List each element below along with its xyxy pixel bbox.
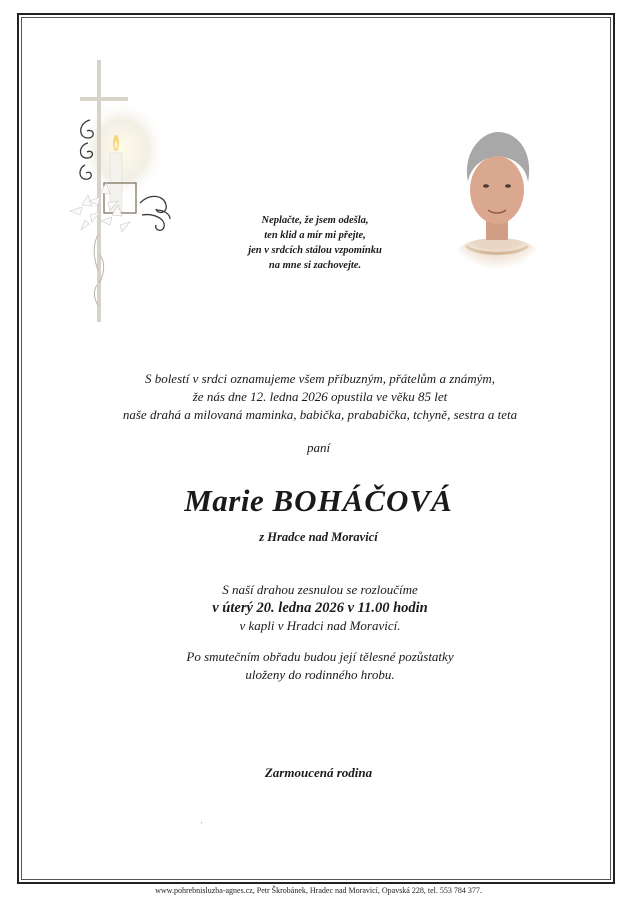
announcement-line: S bolestí v srdci oznamujeme všem příbuzným, přátelům a známým, [144, 371, 496, 386]
signature: Zarmoucená rodina [264, 765, 373, 780]
portrait-photo [438, 118, 556, 270]
funeral-service-footer: www.pohrebnisluzba-agnes.cz, Petr Škrobánek, Hradec nad Moravicí, Opavská 228, tel. 553 784 377. [155, 886, 482, 895]
announcement-line: naše drahá a milovaná maminka, babička, prababička, tchyně, sestra a teta [122, 407, 518, 422]
verse-line: Neplačte, že jsem odešla, [261, 215, 369, 226]
memorial-verse [200, 213, 430, 273]
first-name: Marie [184, 483, 265, 518]
burial-line: Po smutečním obřadu budou její tělesné pozůstatky [186, 649, 454, 664]
ceremony-datetime: v úterý 20. ledna 2026 v 11.00 hodin [212, 600, 428, 616]
burial-info [120, 648, 520, 684]
burial-line: uloženy do rodinného hrobu. [245, 667, 395, 682]
verse-line: ten klid a mír mi přejte, [264, 230, 366, 241]
ceremony-intro: S naší drahou zesnulou se rozloučíme [222, 582, 418, 597]
honorific: paní [306, 440, 331, 455]
cross-horizontal-beam [80, 97, 128, 101]
deceased-name [0, 483, 637, 519]
ceremony-info [120, 581, 520, 635]
death-announcement [70, 370, 570, 424]
cross-candle-ornament [60, 55, 195, 330]
verse-line: na mne si zachovejte. [268, 260, 362, 271]
ceremony-place: v kapli v Hradci nad Moravicí. [239, 618, 401, 633]
decorative-dot: ‧ [200, 818, 203, 828]
announcement-line: že nás dne 12. ledna 2026 opustila ve věku 85 let [192, 389, 448, 404]
surname: BOHÁČOVÁ [272, 483, 453, 518]
hometown: z Hradce nad Moravicí [259, 530, 378, 544]
verse-line: jen v srdcích stálou vzpomínku [248, 245, 382, 256]
